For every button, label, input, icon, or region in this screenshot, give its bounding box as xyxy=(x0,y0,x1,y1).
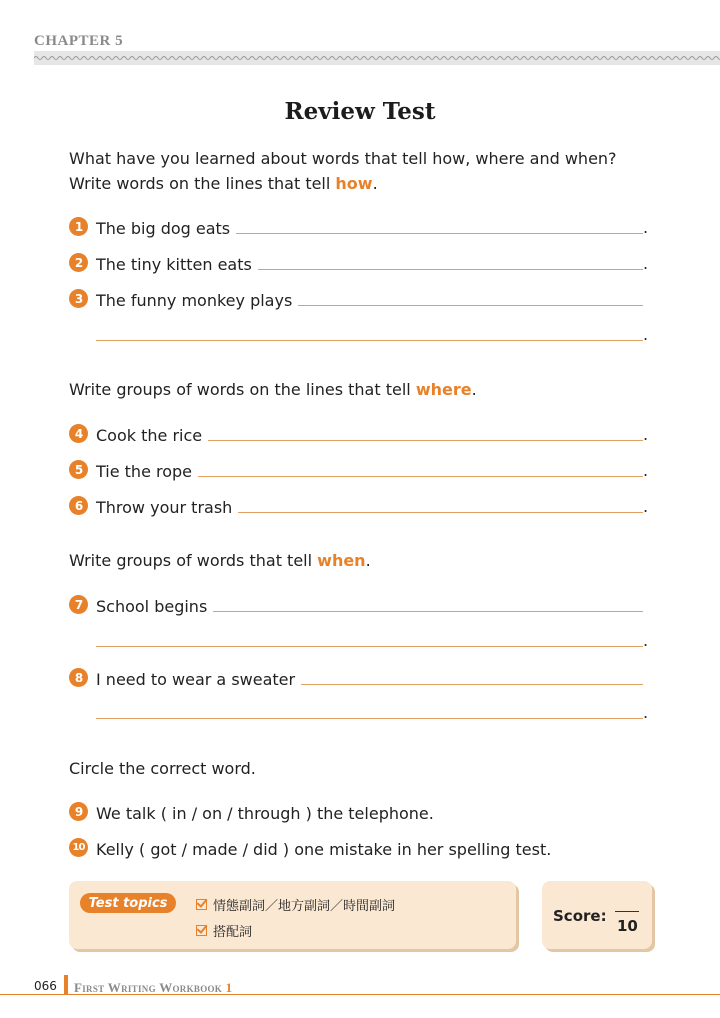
question-7 xyxy=(69,592,649,616)
keyword-how: how xyxy=(335,174,373,193)
question-1 xyxy=(69,214,649,238)
end-period: . xyxy=(643,218,649,237)
question-number: 10 xyxy=(69,838,88,857)
question-text: Throw your trash xyxy=(96,498,233,517)
answer-line[interactable] xyxy=(213,610,643,612)
instruction-text: Write words on the lines that tell xyxy=(69,174,336,193)
question-5 xyxy=(69,457,649,481)
end-period: . xyxy=(643,497,649,516)
instruction-when xyxy=(69,548,651,573)
question-3-continuation xyxy=(96,325,649,345)
keyword-when: when xyxy=(317,551,366,570)
question-text: Tie the rope xyxy=(96,462,193,481)
end-period: . xyxy=(643,254,649,273)
chapter-label: CHAPTER 5 xyxy=(34,33,124,49)
question-8 xyxy=(69,665,649,689)
question-text: Cook the rice xyxy=(96,426,203,445)
score-blank[interactable] xyxy=(615,911,639,912)
score-panel xyxy=(542,881,652,949)
question-text[interactable]: Kelly ( got / made / did ) one mistake in her spelling test. xyxy=(96,840,552,859)
topic-item xyxy=(196,921,252,940)
question-number: 3 xyxy=(69,289,88,308)
page-number: 066 xyxy=(34,979,57,993)
answer-line[interactable] xyxy=(96,645,643,647)
answer-line[interactable] xyxy=(208,439,643,441)
checkbox-checked-icon xyxy=(196,925,207,936)
book-title xyxy=(74,980,232,996)
answer-line[interactable] xyxy=(198,475,643,477)
end-period: . xyxy=(643,425,649,444)
answer-line[interactable] xyxy=(96,717,643,719)
keyword-where: where xyxy=(415,380,472,399)
instruction-text: Write groups of words that tell xyxy=(69,551,318,570)
instruction-period: . xyxy=(365,551,371,570)
question-number: 7 xyxy=(69,595,88,614)
page-title: Review Test xyxy=(284,98,436,125)
question-6 xyxy=(69,493,649,517)
answer-line[interactable] xyxy=(238,511,643,513)
question-10 xyxy=(69,835,649,859)
question-4 xyxy=(69,421,649,445)
answer-line[interactable] xyxy=(258,268,643,270)
end-period: . xyxy=(643,703,649,722)
instruction-period: . xyxy=(471,380,477,399)
question-9 xyxy=(69,799,649,823)
question-number: 8 xyxy=(69,668,88,687)
question-text: School begins xyxy=(96,597,208,616)
instruction-period: . xyxy=(372,174,378,193)
question-3 xyxy=(69,286,649,310)
test-topics-panel xyxy=(69,881,516,949)
question-8-continuation xyxy=(96,703,649,723)
checkbox-checked-icon xyxy=(196,899,207,910)
question-number: 6 xyxy=(69,496,88,515)
end-period: . xyxy=(643,631,649,650)
instruction-text: Write groups of words on the lines that tell xyxy=(69,380,416,399)
end-period: . xyxy=(643,325,649,344)
header-wave-divider xyxy=(34,51,720,65)
question-text: The funny monkey plays xyxy=(96,291,293,310)
answer-line[interactable] xyxy=(96,339,643,341)
question-text: The tiny kitten eats xyxy=(96,255,252,274)
instruction-line: What have you learned about words that tell how, where and when? xyxy=(69,149,617,168)
score-total: 10 xyxy=(617,917,638,935)
answer-line[interactable] xyxy=(301,683,643,685)
score-label: Score: xyxy=(553,907,607,925)
instruction-line xyxy=(69,171,651,196)
question-number: 4 xyxy=(69,424,88,443)
answer-line[interactable] xyxy=(298,304,643,306)
test-topics-tag: Test topics xyxy=(80,893,176,913)
instruction-circle: Circle the correct word. xyxy=(69,759,256,778)
topic-text: 情態副詞／地方副詞／時間副詞 xyxy=(213,899,396,914)
question-text[interactable]: We talk ( in / on / through ) the telephone. xyxy=(96,804,434,823)
question-number: 1 xyxy=(69,217,88,236)
question-number: 9 xyxy=(69,802,88,821)
question-number: 5 xyxy=(69,460,88,479)
book-volume: 1 xyxy=(225,980,233,995)
answer-line[interactable] xyxy=(236,232,643,234)
footer-accent-bar xyxy=(64,975,68,995)
question-2 xyxy=(69,250,649,274)
book-title-text: First Writing Workbook xyxy=(74,980,223,995)
topic-text: 搭配詞 xyxy=(213,925,253,940)
instruction-how xyxy=(69,146,651,196)
question-7-continuation xyxy=(96,631,649,651)
question-number: 2 xyxy=(69,253,88,272)
question-text: The big dog eats xyxy=(96,219,231,238)
instruction-where xyxy=(69,377,651,402)
topic-item xyxy=(196,895,395,914)
end-period: . xyxy=(643,461,649,480)
question-text: I need to wear a sweater xyxy=(96,670,296,689)
